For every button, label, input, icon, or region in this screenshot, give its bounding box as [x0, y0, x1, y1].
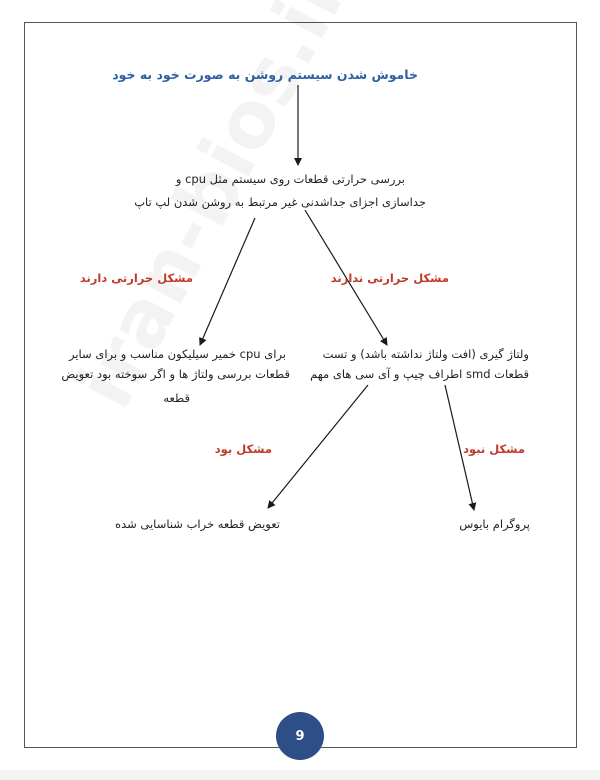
- arrow-voltage-to-replace: [268, 385, 368, 508]
- label-has-problem: مشکل بود: [214, 442, 272, 456]
- label-has-heat: مشکل حرارتی دارند: [79, 271, 193, 285]
- heat-branch-line1: برای cpu خمیر سیلیکون مناسب و برای سایر: [69, 347, 286, 361]
- bios-program-step: پروگرام بایوس: [459, 517, 530, 531]
- voltage-branch-line1: ولتاژ گیری (افت ولتاژ نداشته باشد) و تست: [322, 347, 529, 361]
- check-step-line1: بررسی حرارتی قطعات روی سیستم مثل cpu و: [175, 172, 405, 186]
- heat-branch-line3: قطعه: [163, 391, 190, 405]
- heat-branch-line2: قطعات بررسی ولتاژ ها و اگر سوخته بود تعویض: [61, 367, 290, 381]
- flow-title: خاموش شدن سیستم روشن به صورت خود به خود: [112, 67, 418, 82]
- voltage-branch-line2: قطعات smd اطراف چیپ و آی سی های مهم: [310, 367, 529, 381]
- replace-part-step: تعویض قطعه خراب شناسایی شده: [115, 517, 280, 531]
- label-no-heat: مشکل حرارتی ندارند: [330, 271, 449, 285]
- label-no-problem: مشکل نبود: [463, 442, 525, 456]
- check-step-line2: جداسازی اجزای جداشدنی غیر مرتبط به روشن شدن لپ تاپ: [134, 195, 426, 209]
- arrow-check-to-heat: [200, 218, 255, 345]
- page-number-badge: [276, 712, 324, 760]
- page-number: 9: [295, 728, 305, 744]
